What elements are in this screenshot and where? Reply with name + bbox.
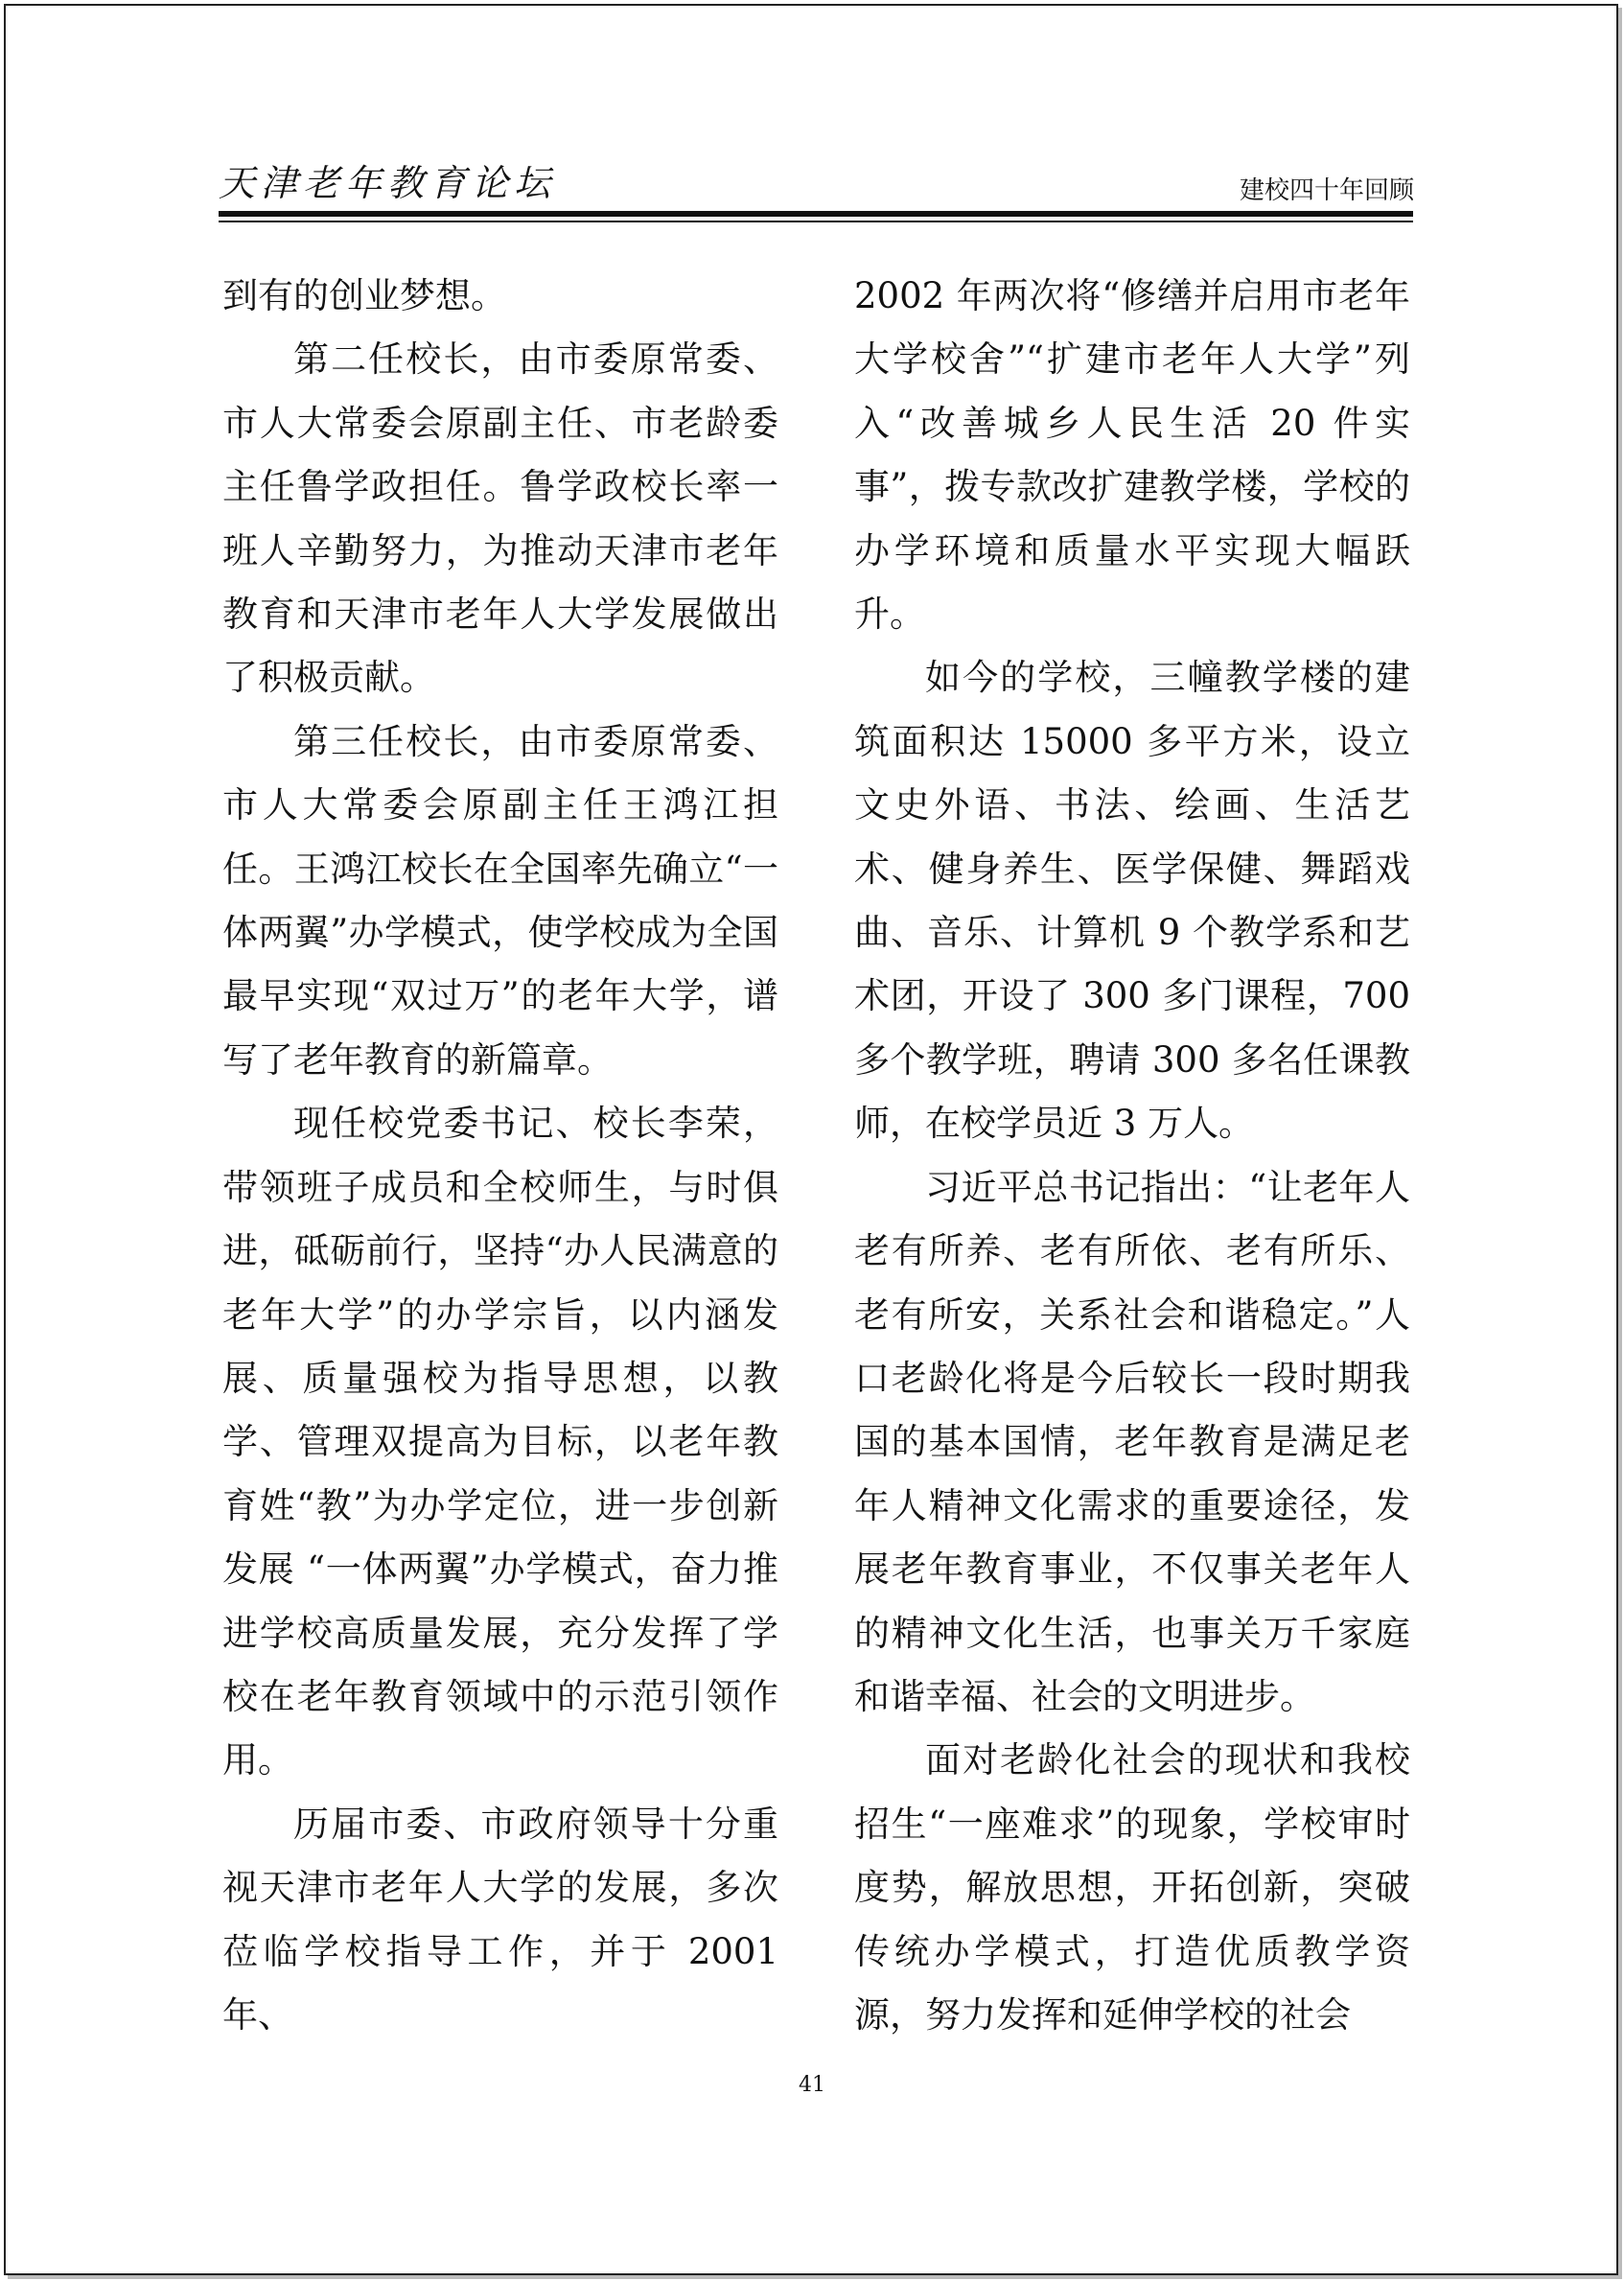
page-number: 41	[799, 2073, 825, 2097]
paragraph: 如今的学校，三幢教学楼的建筑面积达 15000 多平方米，设立文史外语、书法、绘画、生活艺术、健身养生、医学保健、舞蹈戏曲、音乐、计算机 9 个教学系和艺术团，开设了 300 多门课程，700 多个教学班，聘请 300 多名任课教师，在校学员近 3 万人。	[854, 657, 1410, 1145]
left-column	[222, 265, 778, 2047]
paragraph: 历届市委、市政府领导十分重视天津市老年人大学的发展，多次莅临学校指导工作，并于 2001 年、	[222, 1803, 778, 2036]
header-rule-thin	[219, 221, 1413, 222]
paragraph: 面对老龄化社会的现状和我校招生“一座难求”的现象，学校审时度势，解放思想，开拓创新，突破传统办学模式，打造优质教学资源，努力发挥和延伸学校的社会	[854, 1739, 1410, 2036]
paragraph: 习近平总书记指出：“让老年人老有所养、老有所依、老有所乐、老有所安，关系社会和谐稳定。”人口老龄化将是今后较长一段时期我国的基本国情，老年教育是满足老年人精神文化需求的重要途径，发展老年教育事业，不仅事关老年人的精神文化生活，也事关万千家庭和谐幸福、社会的文明进步。	[854, 1166, 1410, 1717]
header-rule-thick	[219, 211, 1413, 217]
paragraph: 第二任校长，由市委原常委、市人大常委会原副主任、市老龄委主任鲁学政担任。鲁学政校长率一班人辛勤努力，为推动天津市老年教育和天津市老年人大学发展做出了积极贡献。	[222, 338, 778, 699]
paragraph: 2002 年两次将“修缮并启用市老年大学校舍”“扩建市老年人大学”列入“改善城乡人民生活 20 件实事”，拨专款改扩建教学楼，学校的办学环境和质量水平实现大幅跃升。	[854, 275, 1410, 636]
section-title: 建校四十年回顾	[1239, 176, 1414, 205]
paragraph: 现任校党委书记、校长李荣，带领班子成员和全校师生，与时俱进，砥砺前行，坚持“办人民满意的老年大学”的办学宗旨，以内涵发展、质量强校为指导思想，以教学、管理双提高为目标，以老年教育姓“教”为办学定位，进一步创新发展 “一体两翼”办学模式，奋力推进学校高质量发展，充分发挥了学校在老年教育领域中的示范引领作用。	[222, 1103, 778, 1781]
right-column	[854, 265, 1410, 2047]
paragraph: 到有的创业梦想。	[222, 275, 506, 316]
journal-logo: 天津老年教育论坛	[219, 162, 557, 204]
paragraph: 第三任校长，由市委原常委、市人大常委会原副主任王鸿江担任。王鸿江校长在全国率先确立“一体两翼”办学模式，使学校成为全国最早实现“双过万”的老年大学，谱写了老年教育的新篇章。	[222, 720, 778, 1081]
